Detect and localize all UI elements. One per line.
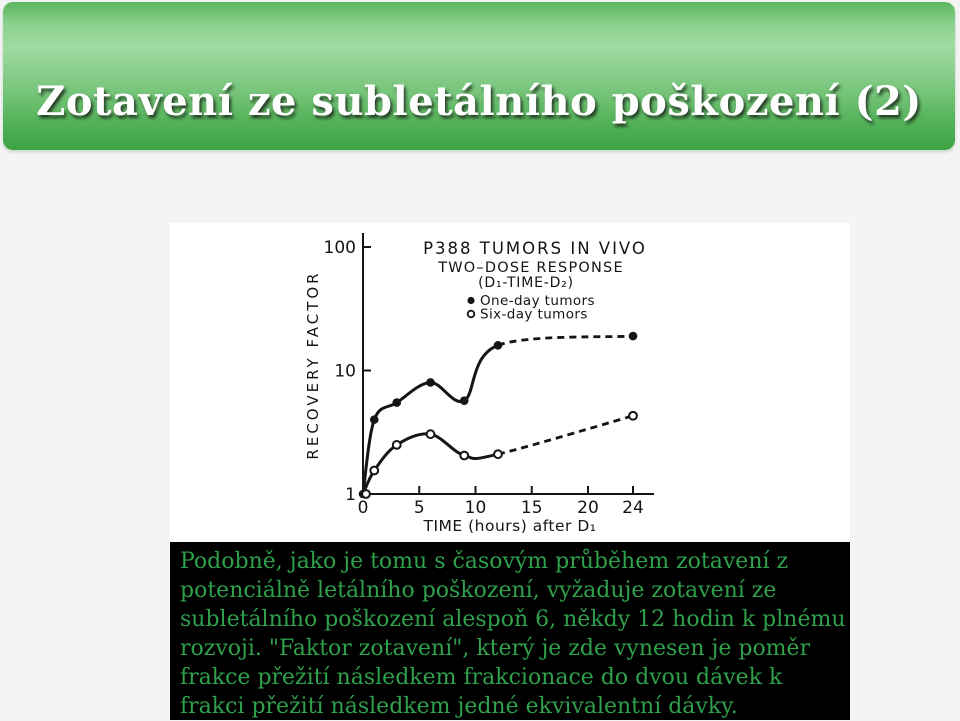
legend-open-circle-icon [468,311,475,318]
svg-text:0: 0 [357,498,369,518]
chart-legend [467,293,595,323]
caption-line: frakce přežití následkem frakcionace do dvou dávek k [180,665,783,690]
chart-ylabel: RECOVERY FACTOR [304,270,322,460]
data-point-filled [370,415,379,424]
svg-text:5: 5 [413,498,425,518]
series-six-day-tumors [362,412,637,498]
svg-text:15: 15 [520,498,543,518]
caption-line: Podobně, jako je tomu s časovým průběhem zotavení z [180,549,789,574]
series-one-day-tumors [359,332,638,499]
chart-svg [170,223,850,542]
data-point-filled [494,341,503,350]
data-point-filled [460,396,469,405]
data-point-open [427,430,435,438]
data-point-open [362,490,370,498]
data-point-filled [426,378,435,387]
legend-filled-circle-icon [467,297,474,304]
data-point-open [393,441,401,449]
caption-line: potenciálně letálního poškození, vyžaduje zotavení ze [180,578,777,603]
data-point-open [460,452,468,460]
svg-text:P388 TUMORS IN VIVO: P388 TUMORS IN VIVO [423,239,647,258]
svg-text:One-day tumors: One-day tumors [480,293,595,309]
chart-title-block [423,239,647,291]
svg-text:10: 10 [334,361,356,382]
slide-title: Zotavení ze subletálního poškození (2) [36,78,922,125]
data-point-open [370,467,378,475]
svg-text:24: 24 [622,498,644,518]
data-point-filled [392,398,401,407]
svg-text:20: 20 [577,498,599,518]
svg-text:TWO–DOSE RESPONSE: TWO–DOSE RESPONSE [438,260,624,276]
svg-text:Six-day tumors: Six-day tumors [480,306,588,323]
caption-line: frakci přežití následkem jedné ekvivalentní dávky. [180,694,738,719]
svg-text:10: 10 [464,498,487,518]
data-point-open [494,450,502,458]
chart-image [170,223,850,542]
svg-text:1: 1 [345,485,356,505]
svg-text:(D₁-TIME-D₂): (D₁-TIME-D₂) [478,275,574,291]
svg-text:100: 100 [323,238,356,258]
caption-line: subletálního poškození alespoň 6, někdy 12 hodin k plnému [180,607,846,632]
caption-box [170,542,850,720]
chart-xlabel: TIME (hours) after D₁ [423,517,597,535]
data-point-filled [629,332,638,341]
title-banner [3,2,955,150]
caption-line: rozvoji. "Faktor zotavení", který je zde vynesen je poměr [180,636,811,661]
data-point-open [629,412,637,420]
